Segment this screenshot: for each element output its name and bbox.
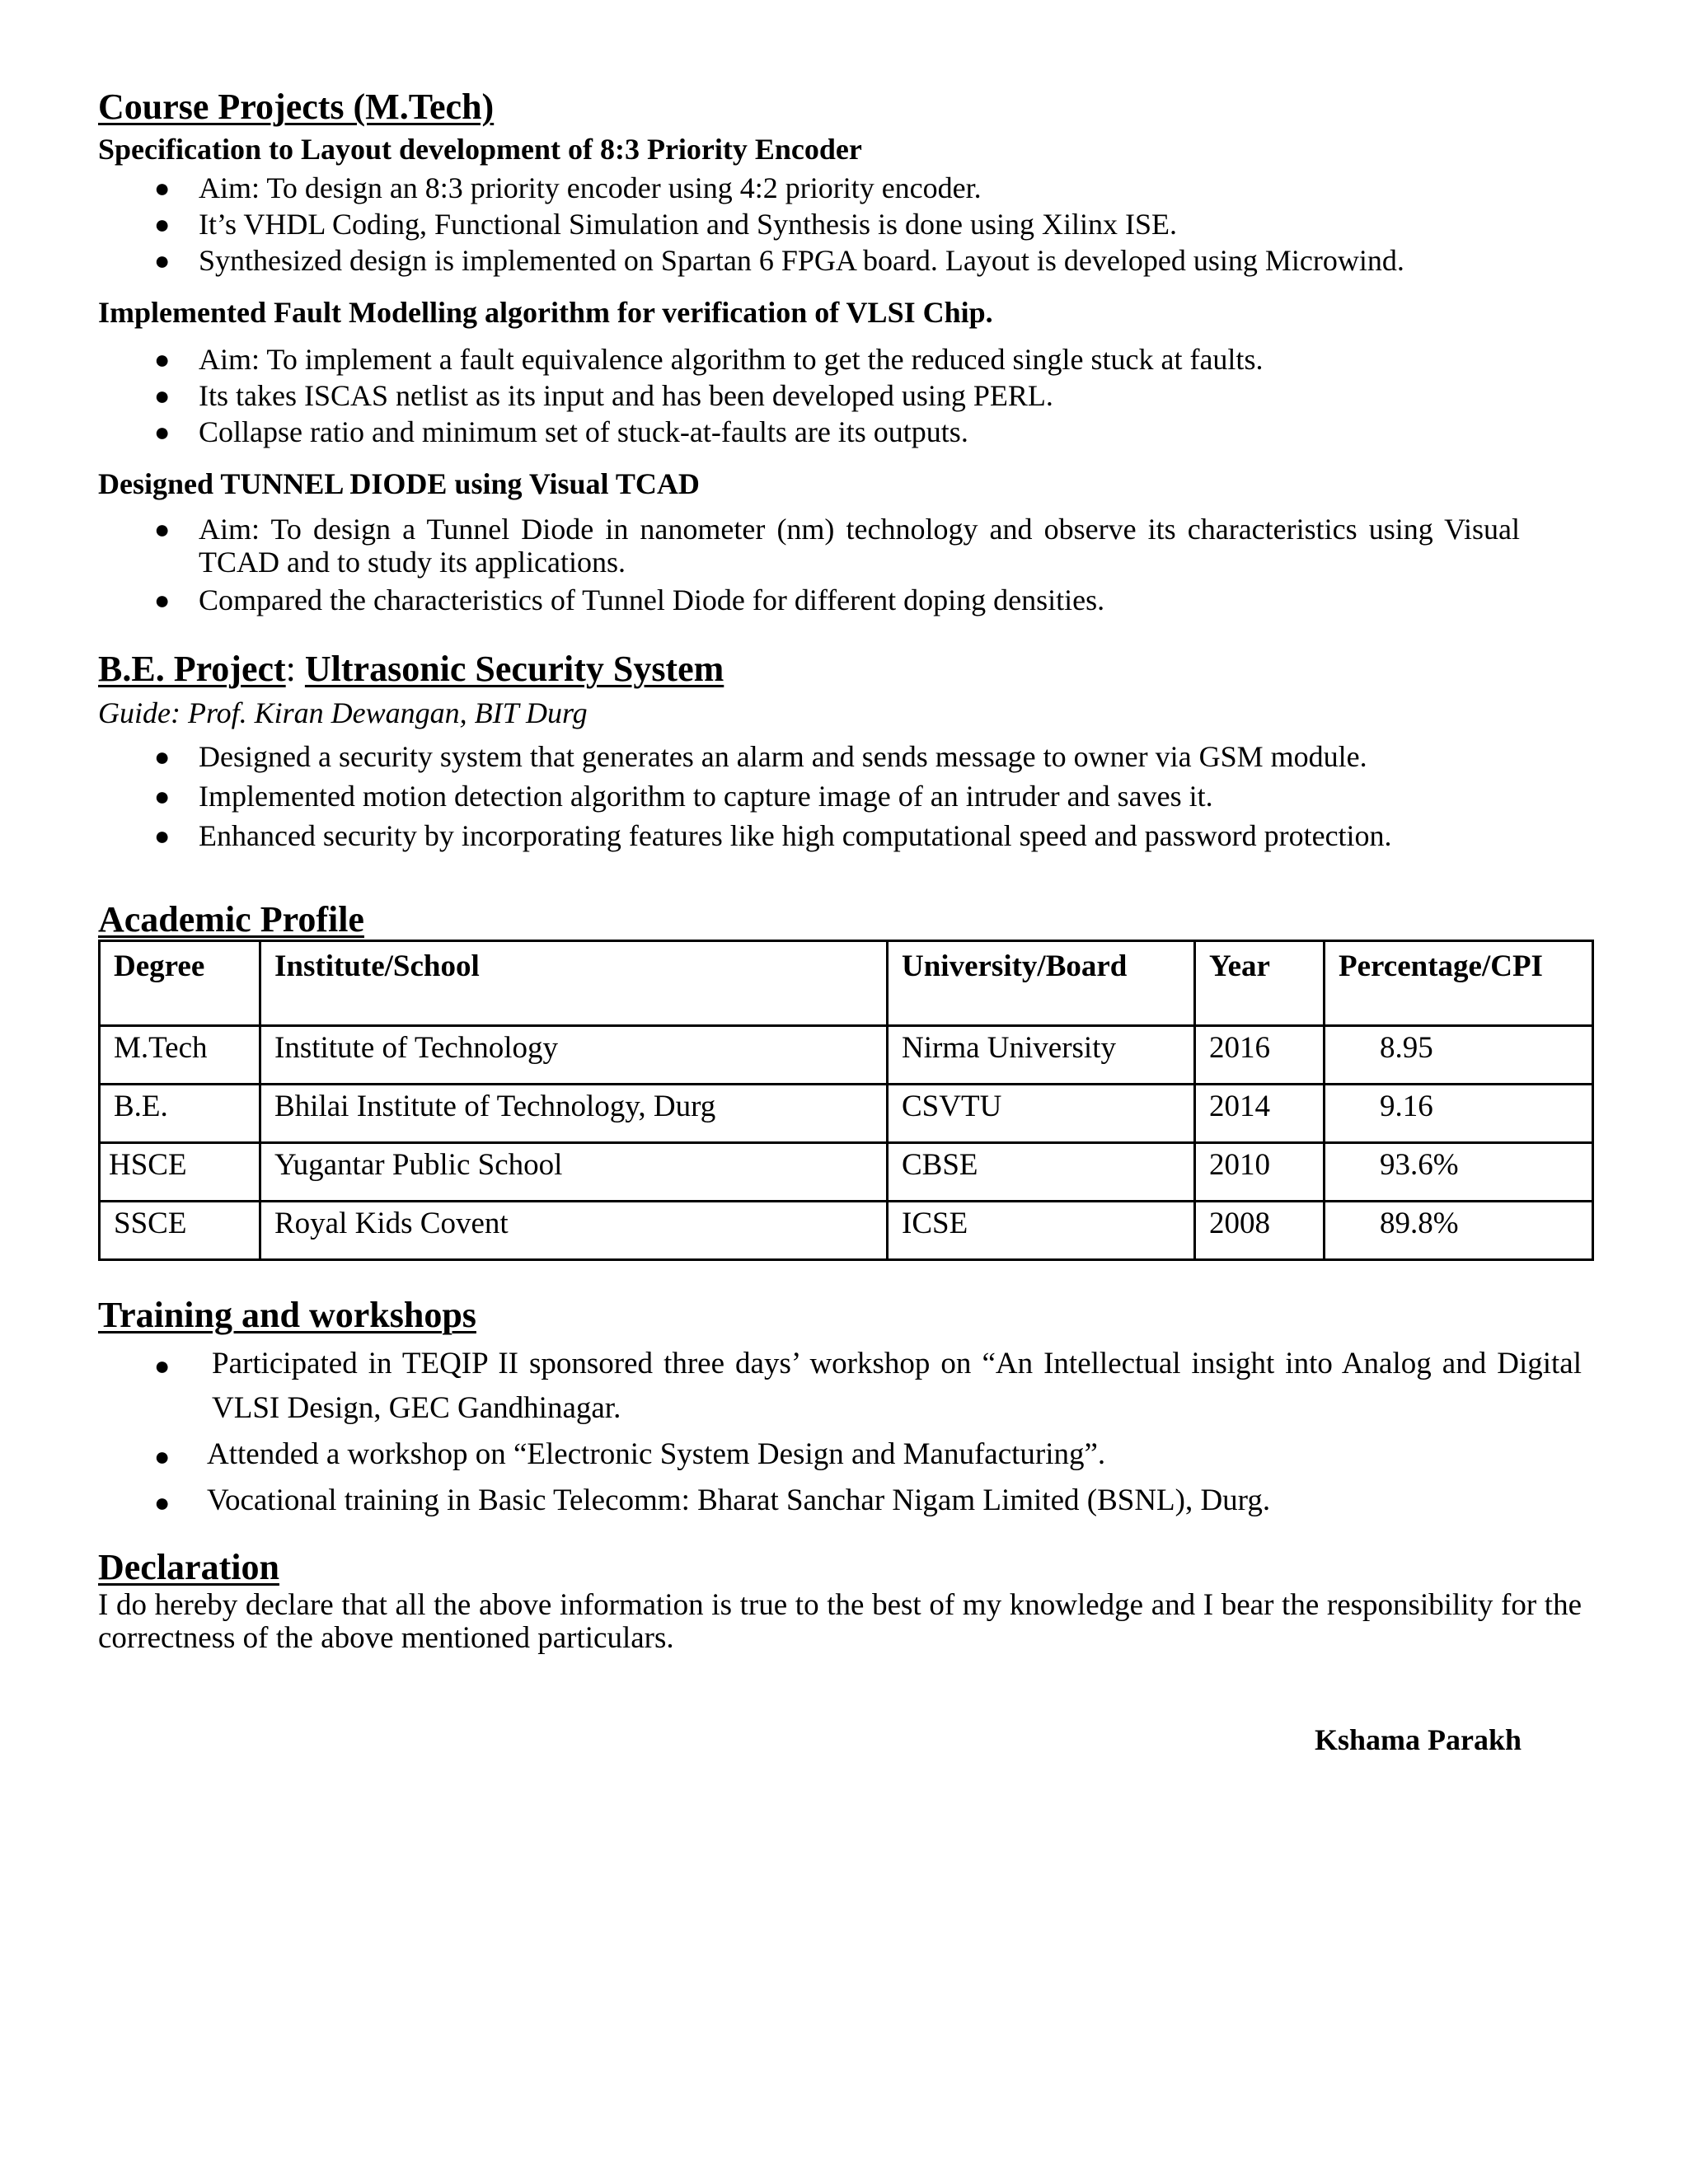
table-row (100, 1026, 1593, 1085)
list-item: ● Participated in TEQIP II sponsored three days’ workshop on “An Intellectual insight into Analog and Digital VLSI Design, GEC Gandhinagar. (98, 1342, 1582, 1431)
declaration-heading: Declaration (98, 1547, 279, 1587)
table-header-row (100, 941, 1593, 1026)
bullet-icon: ● (154, 381, 171, 410)
be-project-guide: Guide: Prof. Kiran Dewangan, BIT Durg (98, 696, 588, 729)
cell-degree: HSCE (100, 1143, 260, 1202)
bullet-icon: ● (154, 1488, 171, 1517)
table-row (100, 1143, 1593, 1202)
cell-year: 2008 (1195, 1202, 1325, 1260)
bullet-icon: ● (154, 821, 171, 851)
cell-year: 2014 (1195, 1085, 1325, 1143)
cell-university: ICSE (888, 1202, 1195, 1260)
be-project-separator: : (285, 649, 296, 689)
cell-university: CBSE (888, 1143, 1195, 1202)
list-item: ● It’s VHDL Coding, Functional Simulation and Synthesis is done using Xilinx ISE. (154, 208, 1178, 241)
bullet-icon: ● (154, 1441, 171, 1471)
cell-percentage: 89.8% (1325, 1202, 1593, 1260)
cell-year: 2010 (1195, 1143, 1325, 1202)
bullet-icon: ● (154, 585, 171, 615)
cell-institute: Institute of Technology (260, 1026, 888, 1085)
be-project-heading (98, 648, 724, 690)
list-item: ● Vocational training in Basic Telecomm: Bharat Sanchar Nigam Limited (BSNL), Durg. (98, 1479, 1582, 1523)
column-header-institute: Institute/School (260, 941, 888, 1026)
be-project-points (98, 737, 1582, 855)
column-header-percentage: Percentage/CPI (1325, 941, 1593, 1026)
list-item: ● Synthesized design is implemented on Spartan 6 FPGA board. Layout is developed using Microwind. (154, 244, 1404, 277)
cell-degree: M.Tech (100, 1026, 260, 1085)
bullet-icon: ● (154, 173, 171, 203)
declaration-text: I do hereby declare that all the above information is true to the best of my knowledge and I bear the responsibility for the correctness of the above mentioned particulars. (98, 1588, 1582, 1655)
project-3-title: Designed TUNNEL DIODE using Visual TCAD (98, 467, 700, 500)
list-item: ● Aim: To implement a fault equivalence algorithm to get the reduced single stuck at faults. (154, 343, 1264, 376)
list-item: ● Designed a security system that generates an alarm and sends message to owner via GSM module. (98, 737, 1582, 776)
course-projects-heading: Course Projects (M.Tech) (98, 87, 495, 127)
academic-table (98, 940, 1594, 1261)
list-item: ● Aim: To design an 8:3 priority encoder using 4:2 priority encoder. (154, 171, 982, 204)
list-item: ● Enhanced security by incorporating features like high computational speed and password protection. (98, 816, 1582, 855)
cell-institute: Royal Kids Covent (260, 1202, 888, 1260)
column-header-degree: Degree (100, 941, 260, 1026)
column-header-year: Year (1195, 941, 1325, 1026)
list-item: ● Attended a workshop on “Electronic System Design and Manufacturing”. (98, 1432, 1582, 1477)
bullet-icon: ● (154, 417, 171, 447)
academic-profile-heading: Academic Profile (98, 899, 364, 940)
training-points (98, 1342, 1582, 1523)
project-2-points (98, 341, 1582, 450)
column-header-university: University/Board (888, 941, 1195, 1026)
project-3-points (98, 513, 1520, 618)
cell-percentage: 9.16 (1325, 1085, 1593, 1143)
list-item: ● Its takes ISCAS netlist as its input and has been developed using PERL. (154, 379, 1053, 412)
list-item: ● Compared the characteristics of Tunnel Diode for different doping densities. (154, 583, 1105, 616)
cell-degree: B.E. (100, 1085, 260, 1143)
cell-year: 2016 (1195, 1026, 1325, 1085)
bullet-icon: ● (154, 1351, 171, 1380)
bullet-icon: ● (154, 514, 171, 544)
training-heading: Training and workshops (98, 1295, 476, 1335)
be-project-title: Ultrasonic Security System (304, 649, 724, 689)
bullet-icon: ● (154, 246, 171, 275)
table-row (100, 1202, 1593, 1260)
list-item: ● Aim: To design a Tunnel Diode in nanometer (nm) technology and observe its characteristics using Visual TCAD and to study its applications. (154, 513, 1520, 579)
bullet-icon: ● (154, 742, 171, 771)
cell-university: Nirma University (888, 1026, 1195, 1085)
cell-university: CSVTU (888, 1085, 1195, 1143)
list-item: ● Implemented motion detection algorithm to capture image of an intruder and saves it. (98, 776, 1582, 816)
cell-institute: Bhilai Institute of Technology, Durg (260, 1085, 888, 1143)
cell-percentage: 93.6% (1325, 1143, 1593, 1202)
project-2-title: Implemented Fault Modelling algorithm for verification of VLSI Chip. (98, 296, 993, 329)
bullet-icon: ● (154, 209, 171, 239)
table-row (100, 1085, 1593, 1143)
signature-name: Kshama Parakh (1315, 1723, 1522, 1756)
bullet-icon: ● (154, 781, 171, 811)
cell-institute: Yugantar Public School (260, 1143, 888, 1202)
cell-percentage: 8.95 (1325, 1026, 1593, 1085)
be-project-label: B.E. Project (98, 649, 286, 689)
cell-degree: SSCE (100, 1202, 260, 1260)
project-1-points (98, 170, 1582, 279)
list-item: ● Collapse ratio and minimum set of stuck-at-faults are its outputs. (154, 415, 968, 448)
project-1-title: Specification to Layout development of 8:3 Priority Encoder (98, 133, 862, 166)
bullet-icon: ● (154, 344, 171, 374)
